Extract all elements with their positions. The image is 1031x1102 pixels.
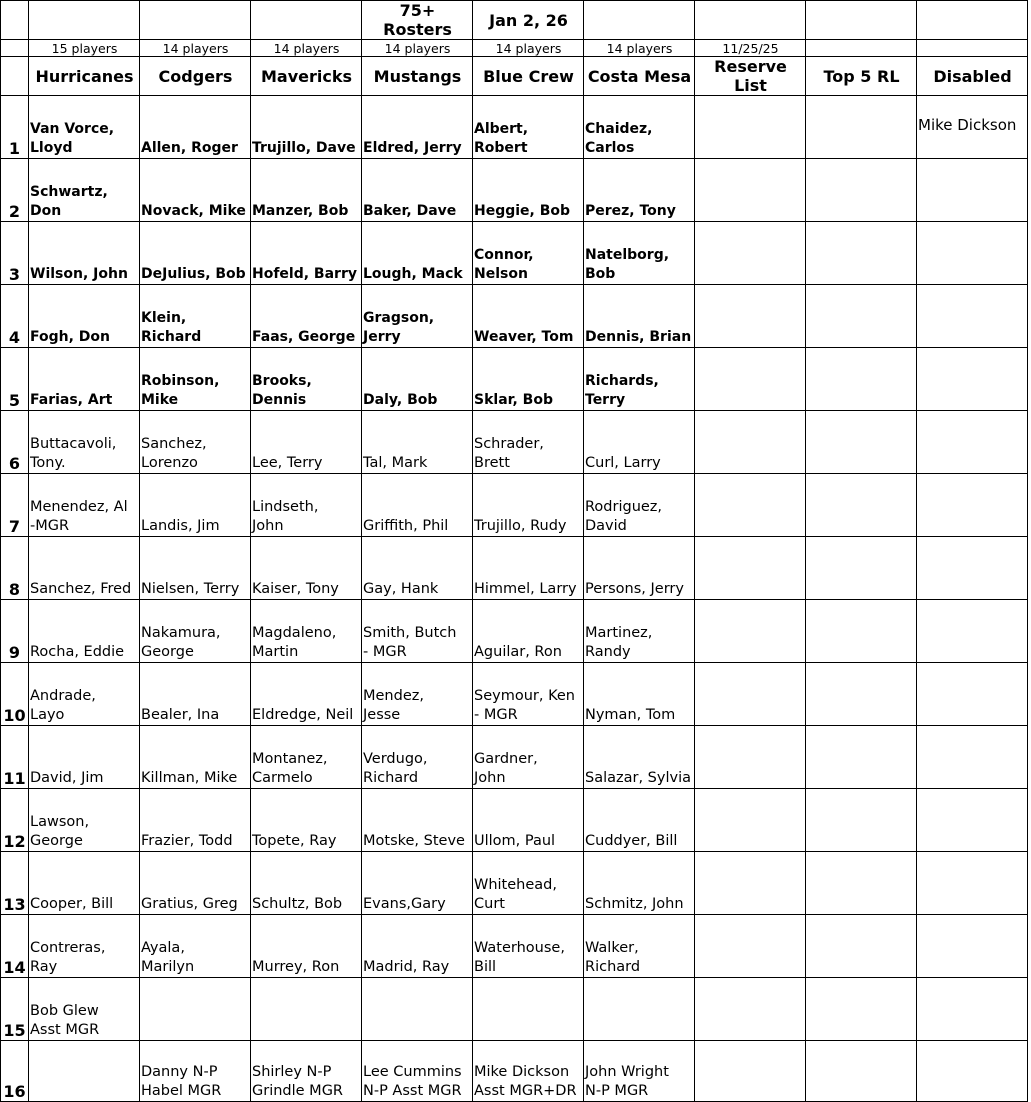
roster-cell[interactable]: Lindseth, John <box>251 474 362 537</box>
row-number[interactable]: 9 <box>1 600 29 663</box>
reserve-list-cell[interactable] <box>695 348 806 411</box>
roster-cell[interactable]: Natelborg, Bob <box>584 222 695 285</box>
roster-cell[interactable]: Tal, Mark <box>362 411 473 474</box>
table-row <box>1 1041 1028 1102</box>
table-row <box>1 852 1028 915</box>
roster-cell[interactable]: Brooks, Dennis <box>251 348 362 411</box>
roster-cell[interactable]: Waterhouse, Bill <box>473 915 584 978</box>
top5-rl-cell[interactable] <box>806 600 917 663</box>
row-number[interactable]: 3 <box>1 222 29 285</box>
roster-cell[interactable]: Schwartz, Don <box>29 159 140 222</box>
reserve-date[interactable]: 11/25/25 <box>695 40 806 57</box>
roster-cell[interactable]: Evans,Gary <box>362 852 473 915</box>
table-row <box>1 915 1028 978</box>
roster-cell[interactable]: Sanchez, Fred <box>29 537 140 600</box>
table-row <box>1 159 1028 222</box>
top5-rl-cell[interactable] <box>806 789 917 852</box>
table-row <box>1 285 1028 348</box>
disabled-cell[interactable] <box>917 159 1028 222</box>
disabled-cell[interactable] <box>917 663 1028 726</box>
disabled-cell[interactable] <box>917 852 1028 915</box>
roster-cell[interactable]: Perez, Tony <box>584 159 695 222</box>
player-count[interactable]: 14 players <box>140 40 251 57</box>
row-number[interactable]: 16 <box>1 1041 29 1102</box>
top5-rl-cell[interactable] <box>806 978 917 1041</box>
reserve-list-cell[interactable] <box>695 1041 806 1102</box>
roster-cell[interactable]: Mike Dickson Asst MGR+DR <box>473 1041 584 1102</box>
reserve-list-cell[interactable] <box>695 978 806 1041</box>
roster-cell[interactable] <box>362 978 473 1041</box>
row-number[interactable]: 8 <box>1 537 29 600</box>
reserve-list-cell[interactable] <box>695 285 806 348</box>
reserve-list-cell[interactable] <box>695 222 806 285</box>
roster-cell[interactable]: Griffith, Phil <box>362 474 473 537</box>
reserve-list-cell[interactable] <box>695 96 806 159</box>
disabled-cell[interactable] <box>917 222 1028 285</box>
table-row <box>1 663 1028 726</box>
top5-rl-cell[interactable] <box>806 474 917 537</box>
top5-rl-cell[interactable] <box>806 285 917 348</box>
reserve-list-cell[interactable] <box>695 159 806 222</box>
roster-cell[interactable]: Sanchez, Lorenzo <box>140 411 251 474</box>
reserve-list-cell[interactable] <box>695 789 806 852</box>
roster-cell[interactable] <box>584 978 695 1041</box>
roster-cell[interactable]: Bob Glew Asst MGR <box>29 978 140 1041</box>
reserve-list-cell[interactable] <box>695 915 806 978</box>
team-header[interactable]: Costa Mesa <box>584 57 695 96</box>
roster-cell[interactable]: Curl, Larry <box>584 411 695 474</box>
roster-cell[interactable]: Rocha, Eddie <box>29 600 140 663</box>
table-row <box>1 96 1028 159</box>
roster-cell[interactable]: Nyman, Tom <box>584 663 695 726</box>
disabled-header[interactable]: Disabled <box>917 57 1028 96</box>
roster-cell[interactable]: Ullom, Paul <box>473 789 584 852</box>
disabled-cell[interactable] <box>917 348 1028 411</box>
disabled-cell[interactable] <box>917 537 1028 600</box>
roster-cell[interactable]: Richards, Terry <box>584 348 695 411</box>
cell[interactable] <box>917 40 1028 57</box>
roster-cell[interactable]: John Wright N-P MGR <box>584 1041 695 1102</box>
row-number[interactable]: 2 <box>1 159 29 222</box>
roster-cell[interactable]: Madrid, Ray <box>362 915 473 978</box>
roster-cell[interactable]: Wilson, John <box>29 222 140 285</box>
roster-cell[interactable]: Killman, Mike <box>140 726 251 789</box>
player-count[interactable]: 15 players <box>29 40 140 57</box>
roster-cell[interactable]: Lee Cummins N-P Asst MGR <box>362 1041 473 1102</box>
reserve-list-header[interactable]: Reserve List <box>695 57 806 96</box>
top5-rl-cell[interactable] <box>806 915 917 978</box>
team-header[interactable]: Blue Crew <box>473 57 584 96</box>
table-row <box>1 474 1028 537</box>
roster-cell[interactable]: Eldred, Jerry <box>362 96 473 159</box>
roster-cell[interactable]: Albert, Robert <box>473 96 584 159</box>
row-number[interactable]: 12 <box>1 789 29 852</box>
roster-cell[interactable]: Farias, Art <box>29 348 140 411</box>
row-number[interactable]: 15 <box>1 978 29 1041</box>
roster-cell[interactable]: Martinez, Randy <box>584 600 695 663</box>
table-row <box>1 348 1028 411</box>
roster-cell[interactable]: Whitehead, Curt <box>473 852 584 915</box>
disabled-cell[interactable] <box>917 726 1028 789</box>
table-row <box>1 978 1028 1041</box>
cell[interactable] <box>584 1 695 40</box>
cell[interactable] <box>806 1 917 40</box>
cell[interactable] <box>29 1 140 40</box>
roster-cell[interactable]: Dennis, Brian <box>584 285 695 348</box>
roster-cell[interactable]: Daly, Bob <box>362 348 473 411</box>
roster-cell[interactable]: Buttacavoli, Tony. <box>29 411 140 474</box>
roster-cell[interactable]: Kaiser, Tony <box>251 537 362 600</box>
roster-cell[interactable]: Nakamura, George <box>140 600 251 663</box>
roster-cell[interactable]: Ayala, Marilyn <box>140 915 251 978</box>
roster-cell[interactable]: Shirley N-P Grindle MGR <box>251 1041 362 1102</box>
roster-cell[interactable]: Eldredge, Neil <box>251 663 362 726</box>
roster-cell[interactable]: Hofeld, Barry <box>251 222 362 285</box>
player-count[interactable]: 14 players <box>362 40 473 57</box>
roster-cell[interactable] <box>473 978 584 1041</box>
roster-cell[interactable]: Van Vorce, Lloyd <box>29 96 140 159</box>
roster-cell[interactable] <box>251 978 362 1041</box>
roster-cell[interactable]: Schultz, Bob <box>251 852 362 915</box>
reserve-list-cell[interactable] <box>695 663 806 726</box>
roster-cell[interactable]: David, Jim <box>29 726 140 789</box>
roster-cell[interactable]: Danny N-P Habel MGR <box>140 1041 251 1102</box>
row-number[interactable]: 1 <box>1 96 29 159</box>
roster-cell[interactable]: Chaidez, Carlos <box>584 96 695 159</box>
top5-rl-cell[interactable] <box>806 159 917 222</box>
roster-cell[interactable]: Fogh, Don <box>29 285 140 348</box>
reserve-list-cell[interactable] <box>695 537 806 600</box>
roster-cell[interactable]: Gratius, Greg <box>140 852 251 915</box>
table-row <box>1 600 1028 663</box>
roster-cell[interactable]: Allen, Roger <box>140 96 251 159</box>
roster-cell[interactable]: Frazier, Todd <box>140 789 251 852</box>
top5-rl-cell[interactable] <box>806 726 917 789</box>
top5-rl-cell[interactable] <box>806 852 917 915</box>
top5-rl-cell[interactable] <box>806 663 917 726</box>
reserve-list-cell[interactable] <box>695 726 806 789</box>
top5-rl-cell[interactable] <box>806 348 917 411</box>
roster-cell[interactable]: Rodriguez, David <box>584 474 695 537</box>
player-count[interactable]: 14 players <box>473 40 584 57</box>
roster-cell[interactable]: Klein, Richard <box>140 285 251 348</box>
disabled-cell[interactable] <box>917 915 1028 978</box>
roster-cell[interactable]: Cuddyer, Bill <box>584 789 695 852</box>
reserve-list-cell[interactable] <box>695 852 806 915</box>
disabled-cell[interactable] <box>917 978 1028 1041</box>
reserve-list-cell[interactable] <box>695 474 806 537</box>
disabled-cell[interactable] <box>917 474 1028 537</box>
reserve-list-cell[interactable] <box>695 411 806 474</box>
cell[interactable] <box>1 1 29 40</box>
top5-rl-cell[interactable] <box>806 411 917 474</box>
roster-cell[interactable]: Weaver, Tom <box>473 285 584 348</box>
roster-cell[interactable]: Smith, Butch - MGR <box>362 600 473 663</box>
title-row <box>1 1 1028 40</box>
table-row <box>1 726 1028 789</box>
cell[interactable] <box>251 1 362 40</box>
disabled-cell[interactable] <box>917 789 1028 852</box>
roster-cell[interactable]: Salazar, Sylvia <box>584 726 695 789</box>
cell[interactable] <box>917 1 1028 40</box>
disabled-cell[interactable] <box>917 285 1028 348</box>
table-row <box>1 222 1028 285</box>
roster-cell[interactable]: Novack, Mike <box>140 159 251 222</box>
roster-cell[interactable]: Verdugo, Richard <box>362 726 473 789</box>
reserve-list-cell[interactable] <box>695 600 806 663</box>
row-number[interactable]: 5 <box>1 348 29 411</box>
roster-cell[interactable]: Seymour, Ken - MGR <box>473 663 584 726</box>
player-count[interactable]: 14 players <box>251 40 362 57</box>
cell[interactable] <box>806 40 917 57</box>
top5-rl-cell[interactable] <box>806 96 917 159</box>
table-row <box>1 789 1028 852</box>
disabled-cell[interactable] <box>917 600 1028 663</box>
roster-cell[interactable]: Robinson, Mike <box>140 348 251 411</box>
cell[interactable] <box>1 40 29 57</box>
roster-cell[interactable] <box>140 978 251 1041</box>
roster-cell[interactable]: Baker, Dave <box>362 159 473 222</box>
roster-cell[interactable]: Gay, Hank <box>362 537 473 600</box>
row-number[interactable]: 4 <box>1 285 29 348</box>
roster-cell[interactable]: Motske, Steve <box>362 789 473 852</box>
roster-cell[interactable]: Himmel, Larry <box>473 537 584 600</box>
roster-cell[interactable]: Contreras, Ray <box>29 915 140 978</box>
roster-cell[interactable]: Topete, Ray <box>251 789 362 852</box>
sheet-title[interactable]: 75+ Rosters <box>362 1 473 40</box>
top5-rl-cell[interactable] <box>806 537 917 600</box>
roster-cell[interactable]: Heggie, Bob <box>473 159 584 222</box>
roster-cell[interactable]: Lawson, George <box>29 789 140 852</box>
roster-cell[interactable]: Walker, Richard <box>584 915 695 978</box>
roster-cell[interactable]: Schmitz, John <box>584 852 695 915</box>
roster-cell[interactable]: Lough, Mack <box>362 222 473 285</box>
row-number[interactable]: 10 <box>1 663 29 726</box>
row-number[interactable]: 11 <box>1 726 29 789</box>
row-number[interactable]: 7 <box>1 474 29 537</box>
roster-cell[interactable]: Landis, Jim <box>140 474 251 537</box>
roster-cell[interactable]: Aguilar, Ron <box>473 600 584 663</box>
roster-cell[interactable]: Murrey, Ron <box>251 915 362 978</box>
roster-cell[interactable]: Persons, Jerry <box>584 537 695 600</box>
team-header[interactable]: Mavericks <box>251 57 362 96</box>
cell[interactable] <box>695 1 806 40</box>
roster-cell[interactable]: Manzer, Bob <box>251 159 362 222</box>
disabled-cell[interactable] <box>917 411 1028 474</box>
roster-cell[interactable]: Sklar, Bob <box>473 348 584 411</box>
roster-cell[interactable]: Gardner, John <box>473 726 584 789</box>
roster-cell[interactable]: Magdaleno, Martin <box>251 600 362 663</box>
roster-cell[interactable]: Mendez, Jesse <box>362 663 473 726</box>
roster-cell[interactable]: Andrade, Layo <box>29 663 140 726</box>
team-header[interactable]: Mustangs <box>362 57 473 96</box>
top5-rl-cell[interactable] <box>806 222 917 285</box>
roster-cell[interactable]: Trujillo, Dave <box>251 96 362 159</box>
roster-cell[interactable]: Lee, Terry <box>251 411 362 474</box>
roster-cell[interactable]: Cooper, Bill <box>29 852 140 915</box>
roster-cell[interactable]: Gragson, Jerry <box>362 285 473 348</box>
table-row <box>1 537 1028 600</box>
player-count[interactable]: 14 players <box>584 40 695 57</box>
roster-cell[interactable]: Schrader, Brett <box>473 411 584 474</box>
roster-cell[interactable]: Menendez, Al -MGR <box>29 474 140 537</box>
team-header[interactable]: Codgers <box>140 57 251 96</box>
cell[interactable] <box>1 57 29 96</box>
top5-rl-cell[interactable] <box>806 1041 917 1102</box>
disabled-cell[interactable]: Mike Dickson <box>917 96 1028 159</box>
team-header-row <box>1 57 1028 96</box>
cell[interactable] <box>140 1 251 40</box>
roster-cell[interactable] <box>29 1041 140 1102</box>
player-count-row <box>1 40 1028 57</box>
roster-cell[interactable]: Connor, Nelson <box>473 222 584 285</box>
roster-cell[interactable]: Faas, George <box>251 285 362 348</box>
roster-cell[interactable]: Bealer, Ina <box>140 663 251 726</box>
roster-cell[interactable]: Montanez, Carmelo <box>251 726 362 789</box>
sheet-date[interactable]: Jan 2, 26 <box>473 1 584 40</box>
row-number[interactable]: 13 <box>1 852 29 915</box>
top5-rl-header[interactable]: Top 5 RL <box>806 57 917 96</box>
row-number[interactable]: 6 <box>1 411 29 474</box>
team-header[interactable]: Hurricanes <box>29 57 140 96</box>
roster-cell[interactable]: Trujillo, Rudy <box>473 474 584 537</box>
roster-cell[interactable]: DeJulius, Bob <box>140 222 251 285</box>
table-row <box>1 411 1028 474</box>
roster-cell[interactable]: Nielsen, Terry <box>140 537 251 600</box>
disabled-cell[interactable] <box>917 1041 1028 1102</box>
row-number[interactable]: 14 <box>1 915 29 978</box>
